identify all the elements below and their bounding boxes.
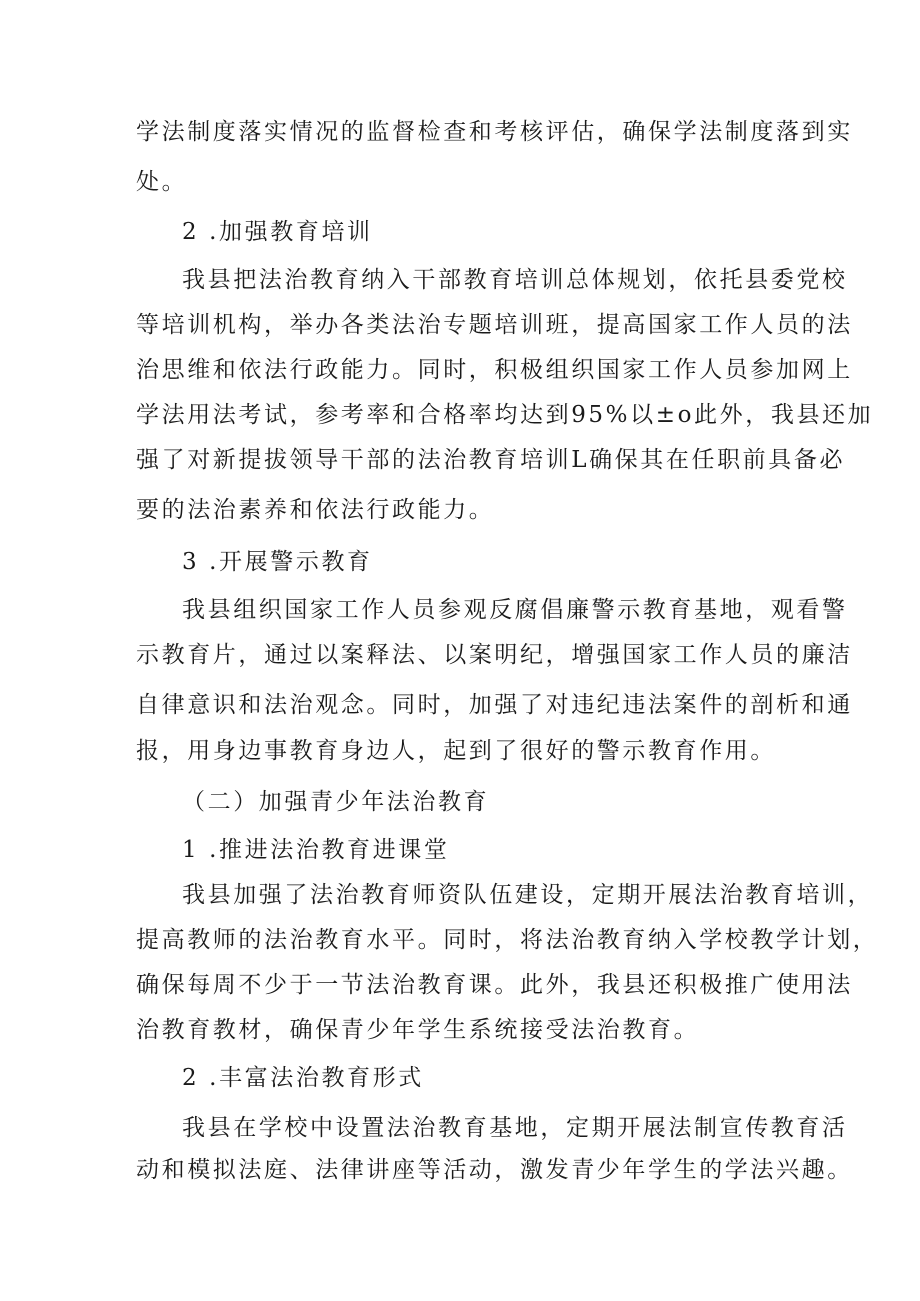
- text-line: 我县在学校中设置法治教育基地，定期开展法制宣传教育活: [182, 1115, 848, 1141]
- text-line: 报，用身边事教育身边人，起到了很好的警示教育作用。: [136, 738, 776, 764]
- text-line: 强了对新提拔领导干部的法治教育培训L确保其在任职前具备必: [136, 447, 846, 473]
- text-line: 提高教师的法治教育水平。同时，将法治教育纳入学校教学计划，: [136, 927, 879, 953]
- text-line: 学法用法考试，参考率和合格率均达到95%以±o此外，我县还加: [136, 402, 874, 428]
- text-line: 等培训机构，举办各类法治专题培训班，提高国家工作人员的法: [136, 312, 853, 338]
- text-line: 我县加强了法治教育师资队伍建设，定期开展法治教育培训，: [182, 882, 874, 908]
- text-line: 我县组织国家工作人员参观反腐倡廉警示教育基地，观看警: [182, 597, 848, 623]
- text-line: 治思维和依法行政能力。同时，积极组织国家工作人员参加网上: [136, 357, 853, 383]
- subsection-heading: （二）加强青少年法治教育: [182, 789, 490, 815]
- text-line: 学法制度落实情况的监督检查和考核评估，确保学法制度落到实: [136, 119, 853, 145]
- text-line: 确保每周不少于一节法治教育课。此外，我县还积极推广使用法: [136, 972, 853, 998]
- section-heading: 3 .开展警示教育: [182, 549, 373, 575]
- text-line: 动和模拟法庭、法律讲座等活动，激发青少年学生的学法兴趣。: [136, 1157, 853, 1183]
- section-heading: 1 .推进法治教育进课堂: [182, 837, 450, 863]
- text-line: 治教育教材，确保青少年学生系统接受法治教育。: [136, 1017, 700, 1043]
- text-line: 处。: [136, 169, 188, 195]
- text-line: 我县把法治教育纳入干部教育培训总体规划，依托县委党校: [182, 267, 848, 293]
- text-line: 要的法治素养和依法行政能力。: [136, 497, 495, 523]
- section-heading: 2 .加强教育培训: [182, 219, 373, 245]
- section-heading: 2 .丰富法治教育形式: [182, 1065, 424, 1091]
- text-line: 自律意识和法治观念。同时，加强了对违纪违法案件的剖析和通: [136, 692, 853, 718]
- text-line: 示教育片，通过以案释法、以案明纪，增强国家工作人员的廉洁: [136, 642, 853, 668]
